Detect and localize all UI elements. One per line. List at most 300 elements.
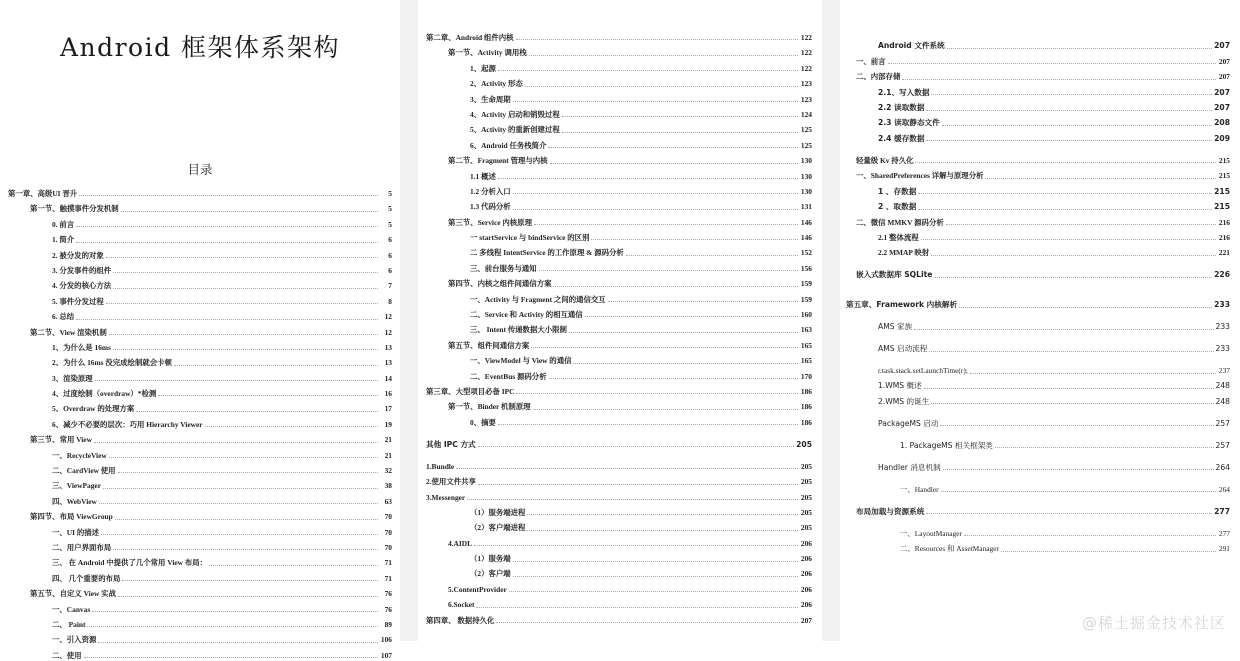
toc-leader-dots xyxy=(548,141,798,148)
toc-entry-page-number: 63 xyxy=(384,496,392,506)
toc-entry[interactable] xyxy=(426,534,812,549)
toc-entry-page-number: 19 xyxy=(384,419,392,429)
toc-entry[interactable] xyxy=(426,413,812,428)
toc-entry-label: 5、Activity 的重新创建过程 xyxy=(470,125,560,135)
toc-entry-page-number: 5 xyxy=(388,188,392,198)
toc-entry-page-number: 206 xyxy=(800,538,812,548)
toc-entry-page-number: 71 xyxy=(384,573,392,583)
toc-entry[interactable] xyxy=(856,197,1230,212)
toc-entry[interactable] xyxy=(8,476,392,491)
toc-entry[interactable] xyxy=(856,259,1230,281)
toc-entry[interactable] xyxy=(426,611,812,626)
toc-entry-label: Android 文件系统 xyxy=(878,41,945,51)
toc-entry-page-number: 277 xyxy=(1218,529,1230,539)
toc-entry-label: 6. 总结 xyxy=(52,312,75,322)
toc-entry-page-number: 248 xyxy=(1215,381,1230,391)
toc-heading: 目录 xyxy=(187,162,213,177)
toc-entry-label: 3.Messenger xyxy=(426,492,466,502)
toc-leader-dots xyxy=(553,280,798,287)
toc-entry[interactable] xyxy=(856,114,1230,129)
toc-entry-page-number: 16 xyxy=(384,389,392,399)
toc-entry-label: 一 startService 与 bindService 的区别 xyxy=(470,233,590,243)
toc-entry[interactable] xyxy=(856,98,1230,113)
toc-entry-page-number: 159 xyxy=(800,294,812,304)
toc-entry-page-number: 215 xyxy=(1218,155,1230,165)
toc-entry[interactable] xyxy=(426,243,812,258)
toc-entry[interactable] xyxy=(8,246,392,261)
toc-entry[interactable] xyxy=(8,292,392,307)
toc-entry[interactable] xyxy=(426,120,812,135)
toc-entry-label: 轻量级 Kv 持久化 xyxy=(856,155,914,165)
toc-entry[interactable] xyxy=(8,384,392,399)
toc-entry[interactable] xyxy=(426,74,812,89)
page-divider-1 xyxy=(400,0,418,641)
toc-entry[interactable] xyxy=(846,281,1230,311)
toc-entry-label: 2.WMS 的诞生 xyxy=(878,396,930,406)
toc-entry-page-number: 165 xyxy=(800,356,812,366)
toc-entry-page-number: 159 xyxy=(800,279,812,289)
toc-entry[interactable] xyxy=(8,446,392,461)
toc-entry-label: 第五节、自定义 View 实战 xyxy=(30,589,116,599)
toc-entry[interactable] xyxy=(426,182,812,197)
toc-entry-page-number: 170 xyxy=(800,371,812,381)
toc-entry[interactable] xyxy=(426,274,812,289)
toc-entry-label: 1.1 概述 xyxy=(470,171,496,181)
toc-entry-label: 4、Activity 启动和销毁过程 xyxy=(470,109,560,119)
toc-leader-dots xyxy=(527,524,798,531)
toc-entry-page-number: 125 xyxy=(800,140,812,150)
toc-entry[interactable] xyxy=(8,399,392,414)
toc-entry-page-number: 207 xyxy=(1214,102,1230,112)
toc-leader-dots xyxy=(926,134,1212,141)
toc-entry[interactable] xyxy=(856,213,1230,228)
toc-entry-label: 3、渲染原理 xyxy=(52,373,93,383)
toc-leader-dots xyxy=(943,463,1214,470)
toc-entry[interactable] xyxy=(8,307,392,322)
toc-entry[interactable] xyxy=(426,397,812,412)
toc-entry-page-number: 207 xyxy=(1214,87,1230,97)
toc-entry-page-number: 215 xyxy=(1214,201,1230,211)
toc-leader-dots xyxy=(918,187,1212,194)
toc-leader-dots xyxy=(115,513,378,520)
toc-leader-dots xyxy=(529,49,798,56)
toc-entry-label: 2.2 读取数据 xyxy=(878,102,925,112)
toc-entry-page-number: 291 xyxy=(1218,544,1230,554)
toc-entry-label: 一、引入资源 xyxy=(52,635,97,645)
toc-entry-page-number: 233 xyxy=(1214,300,1230,310)
toc-entry-page-number: 237 xyxy=(1218,366,1230,376)
toc-entry[interactable] xyxy=(8,600,392,615)
toc-entry[interactable] xyxy=(8,569,392,584)
toc-entry[interactable] xyxy=(8,461,392,476)
toc-entry[interactable] xyxy=(856,83,1230,98)
toc-entry-label: 2、为什么 16ms 没完成绘制就会卡顿 xyxy=(52,358,172,368)
toc-entry[interactable] xyxy=(8,430,392,445)
toc-entry-page-number: 186 xyxy=(800,417,812,427)
toc-leader-dots xyxy=(549,372,798,379)
toc-entry-label: 一、Handler xyxy=(900,485,939,495)
toc-entry-page-number: 70 xyxy=(384,527,392,537)
toc-entry-label: 一、LayoutManager xyxy=(900,529,962,539)
toc-entry-page-number: 12 xyxy=(384,327,392,337)
toc-entry[interactable] xyxy=(426,367,812,382)
toc-entry-label: 2.1 整体流程 xyxy=(878,232,919,242)
toc-entry-page-number: 221 xyxy=(1218,248,1230,258)
toc-entry-label: 一、前言 xyxy=(856,56,886,66)
toc-entry-label: 2. 被分发的对象 xyxy=(52,250,104,260)
toc-leader-dots xyxy=(585,310,798,317)
toc-leader-dots xyxy=(113,343,378,350)
watermark: @稀土掘金技术社区 xyxy=(1081,614,1226,632)
toc-entry-label: （1）服务端进程 xyxy=(470,507,526,517)
toc-entry[interactable] xyxy=(8,261,392,276)
toc-entry[interactable] xyxy=(8,276,392,291)
toc-entry[interactable] xyxy=(426,488,812,503)
toc-leader-dots xyxy=(513,203,798,210)
toc-entry-page-number: 206 xyxy=(800,584,812,594)
toc-entry[interactable] xyxy=(426,518,812,533)
toc-entry[interactable] xyxy=(426,320,812,335)
toc-entry[interactable] xyxy=(8,230,392,245)
toc-entry-label: 第五章、Framework 内核解析 xyxy=(846,300,958,310)
toc-entry-label: 一、SharedPreferences 详解与原理分析 xyxy=(856,171,984,181)
toc-entry-label: 第四节、布局 ViewGroup xyxy=(30,512,113,522)
toc-entry-page-number: 277 xyxy=(1214,506,1230,516)
toc-entry[interactable] xyxy=(8,369,392,384)
toc-leader-dots xyxy=(562,110,798,117)
toc-leader-dots xyxy=(959,301,1212,308)
toc-leader-dots xyxy=(106,297,378,304)
toc-leader-dots xyxy=(513,570,798,577)
toc-entry[interactable] xyxy=(426,90,812,105)
toc-leader-dots xyxy=(209,559,378,566)
toc-entry-page-number: 89 xyxy=(384,619,392,629)
toc-entry-label: 0、摘要 xyxy=(470,417,496,427)
toc-entry[interactable] xyxy=(426,565,812,580)
toc-entry-label: 1.Bundle xyxy=(426,461,455,471)
toc-entry[interactable] xyxy=(8,507,392,522)
toc-entry-label: 2.使用文件共享 xyxy=(426,477,476,487)
toc-entry[interactable] xyxy=(426,151,812,166)
toc-entry-page-number: 163 xyxy=(800,325,812,335)
toc-leader-dots xyxy=(573,357,798,364)
toc-entry-label: 1、起源 xyxy=(470,63,496,73)
toc-entry-page-number: 122 xyxy=(800,63,812,73)
toc-entry[interactable] xyxy=(8,646,392,661)
toc-entry-page-number: 160 xyxy=(800,310,812,320)
toc-entry-label: 2.2 MMAP 映射 xyxy=(878,248,930,258)
toc-entry-page-number: 70 xyxy=(384,542,392,552)
toc-leader-dots xyxy=(84,651,378,658)
toc-leader-dots xyxy=(947,42,1212,49)
toc-leader-dots xyxy=(76,313,378,320)
toc-entry-label: r.task.stack.setLaunchTime(r); xyxy=(878,366,968,376)
toc-leader-dots xyxy=(946,218,1216,225)
toc-entry-page-number: 131 xyxy=(800,202,812,212)
toc-entry[interactable] xyxy=(856,407,1230,429)
toc-entry-label: 二、Service 和 Activity 的相互通信 xyxy=(470,310,583,320)
toc-entry-label: 2.1、写入数据 xyxy=(878,87,930,97)
toc-entry[interactable] xyxy=(856,67,1230,82)
toc-leader-dots xyxy=(924,382,1214,389)
toc-entry[interactable] xyxy=(856,228,1230,243)
toc-entry-label: （1）服务端 xyxy=(470,554,511,564)
toc-leader-dots xyxy=(516,387,798,394)
toc-entry[interactable] xyxy=(8,353,392,368)
toc-entry-label: 1、为什么是 16ms xyxy=(52,342,111,352)
toc-entry-label: 0. 前言 xyxy=(52,219,75,229)
toc-leader-dots xyxy=(94,436,378,443)
toc-entry-page-number: 130 xyxy=(800,156,812,166)
toc-entry[interactable] xyxy=(426,136,812,151)
toc-entry-page-number: 207 xyxy=(1214,41,1230,51)
toc-entry-label: 一、Canvas xyxy=(52,604,91,614)
toc-entry[interactable] xyxy=(856,52,1230,67)
toc-entry-label: 三、ViewPager xyxy=(52,481,101,491)
toc-entry-label: 5. 事件分发过程 xyxy=(52,296,104,306)
toc-leader-dots xyxy=(888,57,1216,64)
toc-leader-dots xyxy=(926,507,1212,514)
toc-leader-dots xyxy=(99,497,378,504)
toc-entry-label: 4.AIDL xyxy=(448,538,473,548)
toc-entry[interactable] xyxy=(856,166,1230,181)
toc-leader-dots xyxy=(970,367,1216,374)
toc-entry[interactable] xyxy=(426,580,812,595)
toc-entry[interactable] xyxy=(856,182,1230,197)
toc-entry[interactable] xyxy=(426,503,812,518)
toc-entry[interactable] xyxy=(426,105,812,120)
toc-entry-page-number: 76 xyxy=(384,604,392,614)
toc-leader-dots xyxy=(456,462,798,469)
toc-entry-label: （2）客户端 xyxy=(470,569,511,579)
toc-entry[interactable] xyxy=(426,549,812,564)
toc-entry-label: 一、Activity 与 Fragment 之间的通信交互 xyxy=(470,294,606,304)
toc-entry[interactable] xyxy=(426,428,812,450)
toc-entry[interactable] xyxy=(8,538,392,553)
toc-entry[interactable] xyxy=(426,167,812,182)
toc-entry-page-number: 71 xyxy=(384,558,392,568)
toc-entry-page-number: 208 xyxy=(1214,118,1230,128)
toc-entry-page-number: 122 xyxy=(800,48,812,58)
toc-leader-dots xyxy=(98,636,378,643)
toc-leader-dots xyxy=(918,203,1212,210)
toc-entry[interactable] xyxy=(856,539,1230,554)
toc-entry[interactable] xyxy=(856,355,1230,377)
toc-entry-label: 二、EventBus 源码分析 xyxy=(470,371,547,381)
toc-entry[interactable] xyxy=(426,336,812,351)
toc-entry[interactable] xyxy=(8,523,392,538)
toc-entry[interactable] xyxy=(426,197,812,212)
toc-leader-dots xyxy=(122,574,378,581)
toc-entry[interactable] xyxy=(426,595,812,610)
toc-entry-label: 3. 分发事件的组件 xyxy=(52,265,112,275)
toc-leader-dots xyxy=(513,555,798,562)
toc-entry-label: 第一节、Activity 调用栈 xyxy=(448,48,527,58)
toc-leader-dots xyxy=(76,220,378,227)
toc-leader-dots xyxy=(562,126,798,133)
toc-entry[interactable] xyxy=(426,290,812,305)
toc-entry[interactable] xyxy=(856,377,1230,392)
toc-entry[interactable] xyxy=(8,584,392,599)
toc-entry-page-number: 130 xyxy=(800,186,812,196)
toc-entry-label: 1. PackageMS 相关框架类 xyxy=(900,440,993,450)
toc-entry-page-number: 17 xyxy=(384,404,392,414)
toc-entry[interactable] xyxy=(856,517,1230,539)
toc-entry-page-number: 248 xyxy=(1215,396,1230,406)
document-page-1 xyxy=(0,0,400,660)
toc-leader-dots xyxy=(513,95,798,102)
toc-entry[interactable] xyxy=(426,28,812,43)
toc-entry-page-number: 156 xyxy=(800,263,812,273)
toc-leader-dots xyxy=(931,249,1216,256)
toc-leader-dots xyxy=(76,236,378,243)
toc-entry[interactable] xyxy=(856,429,1230,451)
toc-entry[interactable] xyxy=(8,630,392,645)
toc-entry-page-number: 21 xyxy=(384,450,392,460)
toc-leader-dots xyxy=(914,323,1213,330)
toc-entry[interactable] xyxy=(8,199,392,214)
toc-entry-page-number: 12 xyxy=(384,312,392,322)
toc-entry[interactable] xyxy=(8,184,392,199)
toc-entry-page-number: 152 xyxy=(800,248,812,258)
toc-entry-page-number: 209 xyxy=(1214,133,1230,143)
toc-leader-dots xyxy=(1001,545,1216,552)
toc-leader-dots xyxy=(109,451,378,458)
toc-leader-dots xyxy=(478,440,795,447)
toc-entry[interactable] xyxy=(8,323,392,338)
toc-leader-dots xyxy=(513,187,798,194)
toc-leader-dots xyxy=(626,249,798,256)
toc-entry-label: 二、CardView 使用 xyxy=(52,466,116,476)
toc-entry[interactable] xyxy=(426,228,812,243)
toc-entry-page-number: 205 xyxy=(800,523,812,533)
toc-entry-label: 6.Socket xyxy=(448,600,475,610)
toc-entry[interactable] xyxy=(426,351,812,366)
toc-entry-label: 第五节、组件间通信方案 xyxy=(448,340,530,350)
toc-leader-dots xyxy=(550,157,798,164)
toc-entry-page-number: 206 xyxy=(800,569,812,579)
toc-entry-label: 其他 IPC 方式 xyxy=(426,439,476,449)
toc-entry[interactable] xyxy=(856,30,1230,52)
toc-entry-label: 第四章、 数据持久化 xyxy=(426,615,495,625)
toc-entry[interactable] xyxy=(856,243,1230,258)
toc-leader-dots xyxy=(509,585,798,592)
toc-entry[interactable] xyxy=(856,495,1230,517)
toc-leader-dots xyxy=(498,172,798,179)
toc-list-page-2 xyxy=(418,28,822,626)
toc-entry[interactable] xyxy=(856,473,1230,495)
toc-entry-page-number: 216 xyxy=(1218,232,1230,242)
toc-leader-dots xyxy=(931,88,1212,95)
toc-entry[interactable] xyxy=(426,259,812,274)
toc-entry-page-number: 264 xyxy=(1218,485,1230,495)
toc-list-page-3 xyxy=(840,30,1240,555)
toc-leader-dots xyxy=(113,543,378,550)
toc-entry-label: 一、RecycleView xyxy=(52,450,107,460)
toc-leader-dots xyxy=(474,539,798,546)
toc-entry-page-number: 14 xyxy=(384,373,392,383)
toc-entry-page-number: 6 xyxy=(388,250,392,260)
toc-leader-dots xyxy=(934,271,1212,278)
toc-entry-label: 三、前台服务与通知 xyxy=(470,263,537,273)
toc-entry[interactable] xyxy=(8,492,392,507)
toc-entry[interactable] xyxy=(426,59,812,74)
toc-leader-dots xyxy=(533,403,798,410)
toc-entry-label: 第一节、Binder 机制原理 xyxy=(448,402,531,412)
toc-entry-label: 一、UI 的描述 xyxy=(52,527,100,537)
toc-leader-dots xyxy=(87,620,378,627)
toc-entry[interactable] xyxy=(426,213,812,228)
toc-entry-page-number: 6 xyxy=(388,235,392,245)
toc-entry[interactable] xyxy=(856,333,1230,355)
toc-entry-page-number: 70 xyxy=(384,512,392,522)
toc-entry[interactable] xyxy=(8,553,392,568)
toc-entry[interactable] xyxy=(856,392,1230,407)
toc-entry-label: 4. 分发的核心方法 xyxy=(52,281,112,291)
toc-entry[interactable] xyxy=(8,615,392,630)
toc-leader-dots xyxy=(101,528,378,535)
toc-entry-page-number: 123 xyxy=(800,94,812,104)
toc-entry[interactable] xyxy=(426,43,812,58)
toc-entry-page-number: 205 xyxy=(800,492,812,502)
toc-entry-label: 第三节、Service 内核原理 xyxy=(448,217,532,227)
toc-entry-label: 二、内部存储 xyxy=(856,72,901,82)
toc-entry[interactable] xyxy=(8,215,392,230)
toc-entry[interactable] xyxy=(856,311,1230,333)
toc-entry-label: 第三章、大型项目必备 IPC xyxy=(426,386,515,396)
toc-entry[interactable] xyxy=(856,129,1230,144)
toc-entry[interactable] xyxy=(856,144,1230,166)
toc-entry-page-number: 7 xyxy=(388,281,392,291)
toc-entry[interactable] xyxy=(426,382,812,397)
toc-entry-label: 2.3 读取静态文件 xyxy=(878,118,940,128)
toc-entry[interactable] xyxy=(8,415,392,430)
toc-entry-label: 四、 几个重要的布局 xyxy=(52,573,121,583)
toc-entry-label: 布局加载与资源系统 xyxy=(856,506,925,516)
toc-entry-label: AMS 家族 xyxy=(878,322,913,332)
toc-entry-page-number: 215 xyxy=(1214,186,1230,196)
toc-leader-dots xyxy=(92,605,378,612)
toc-entry-page-number: 226 xyxy=(1214,270,1230,280)
toc-entry-label: 1 、存数据 xyxy=(878,186,917,196)
toc-entry-page-number: 215 xyxy=(1218,171,1230,181)
toc-leader-dots xyxy=(476,601,798,608)
toc-entry-label: 二、用户界面布局 xyxy=(52,542,112,552)
toc-entry-label: 1.2 分析入口 xyxy=(470,186,511,196)
toc-entry-page-number: 13 xyxy=(384,358,392,368)
toc-entry-page-number: 122 xyxy=(800,32,812,42)
toc-entry-page-number: 8 xyxy=(388,296,392,306)
toc-entry[interactable] xyxy=(426,450,812,472)
toc-leader-dots xyxy=(136,405,378,412)
toc-entry-label: PackageMS 启动 xyxy=(878,418,939,428)
toc-entry[interactable] xyxy=(426,305,812,320)
toc-entry-label: 6、减少不必要的层次：巧用 Hierarchy Viewer xyxy=(52,419,203,429)
toc-leader-dots xyxy=(467,493,798,500)
toc-entry-label: 三、 Intent 传递数据大小限制 xyxy=(470,325,567,335)
toc-entry-label: 4、过度绘制（overdraw）*检测 xyxy=(52,389,157,399)
toc-entry-page-number: 206 xyxy=(800,600,812,610)
toc-entry-page-number: 32 xyxy=(384,466,392,476)
toc-entry-page-number: 264 xyxy=(1215,462,1230,472)
toc-entry[interactable] xyxy=(8,338,392,353)
toc-leader-dots xyxy=(534,218,798,225)
toc-entry[interactable] xyxy=(856,451,1230,473)
toc-entry[interactable] xyxy=(426,472,812,487)
toc-list-page-1 xyxy=(0,184,400,661)
toc-leader-dots xyxy=(79,189,378,196)
toc-leader-dots xyxy=(498,418,798,425)
